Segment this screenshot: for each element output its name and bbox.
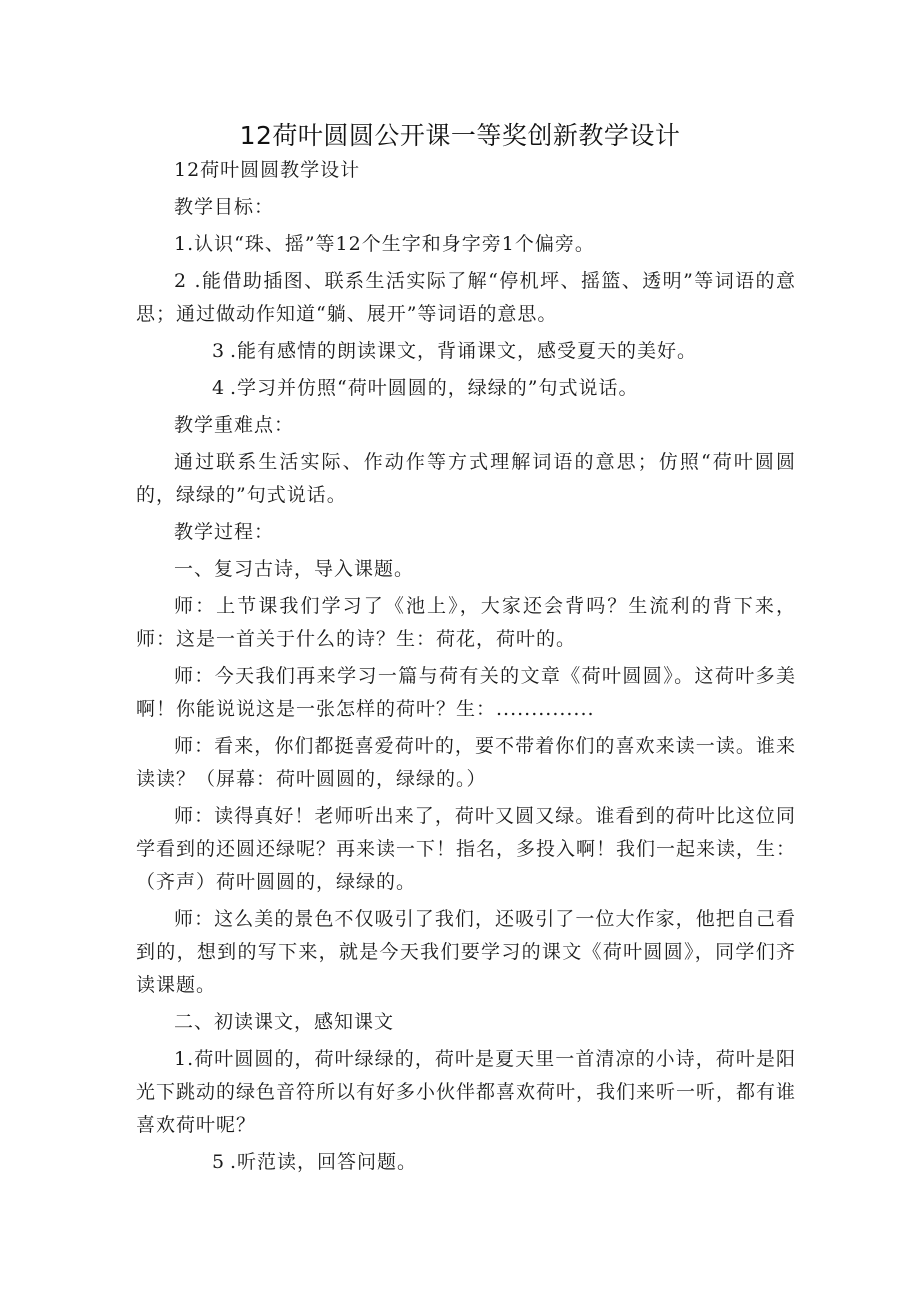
process-step-1-heading: 一、复习古诗，导入课题。 bbox=[174, 558, 415, 580]
key-points-paragraph: 通过联系生活实际、作动作等方式理解词语的意思；仿照“荷叶圆圆的，绿绿的”句式说话。 bbox=[136, 451, 796, 506]
section-heading-goals: 教学目标： bbox=[174, 196, 275, 218]
document-title: 12荷叶圆圆公开课一等奖创新教学设计 bbox=[239, 121, 681, 150]
goal-item-4-text: .学习并仿照“荷叶圆圆的，绿绿的”句式说话。 bbox=[230, 377, 639, 399]
step-2-item-5-text: .听范读，回答问题。 bbox=[230, 1151, 418, 1173]
dialogue-paragraph-1: 师：上节课我们学习了《池上》，大家还会背吗？生流利的背下来，师：这是一首关于什么的诗？生：荷花，荷叶的。 bbox=[136, 595, 796, 650]
step-2-item-1: 1.荷叶圆圆的，荷叶绿绿的，荷叶是夏天里一首清凉的小诗，荷叶是阳光下跳动的绿色音符所以有好多小伙伴都喜欢荷叶，我们来听一听，都有谁喜欢荷叶呢？ bbox=[136, 1048, 797, 1136]
document-body bbox=[136, 154, 796, 1179]
dialogue-paragraph-4: 师：读得真好！老师听出来了，荷叶又圆又绿。谁看到的荷叶比这位同学看到的还圆还绿呢？再来读一下！指名，多投入啊！我们一起来读，生：（齐声）荷叶圆圆的，绿绿的。 bbox=[136, 805, 797, 893]
goal-item-3-text: .能有感情的朗读课文，背诵课文，感受夏天的美好。 bbox=[230, 340, 698, 362]
goal-item-4 bbox=[136, 372, 796, 405]
section-heading-process: 教学过程： bbox=[174, 521, 275, 543]
goal-item-3 bbox=[136, 335, 796, 368]
step-2-item-5-number: 5 bbox=[212, 1151, 226, 1173]
goal-item-2: 2 .能借助插图、联系生活实际了解“停机坪、摇篮、透明”等词语的意思；通过做动作知道“躺、展开”等词语的意思。 bbox=[136, 270, 796, 325]
goal-item-1: 1.认识“珠、摇”等12个生字和身字旁1个偏旁。 bbox=[174, 233, 595, 255]
dialogue-paragraph-2: 师：今天我们再来学习一篇与荷有关的文章《荷叶圆圆》。这荷叶多美啊！你能说说这是一张怎样的荷叶？生：.............. bbox=[136, 665, 796, 720]
section-heading-key-points: 教学重难点： bbox=[174, 414, 295, 436]
process-step-2-heading: 二、初读课文，感知课文 bbox=[174, 1011, 395, 1033]
goal-item-3-number: 3 bbox=[212, 340, 226, 362]
dialogue-paragraph-5: 师：这么美的景色不仅吸引了我们，还吸引了一位大作家，他把自己看到的，想到的写下来，就是今天我们要学习的课文《荷叶圆圆》，同学们齐读课题。 bbox=[136, 908, 796, 996]
dialogue-paragraph-3: 师：看来，你们都挺喜爱荷叶的，要不带着你们的喜欢来读一读。谁来读读？（屏幕：荷叶圆圆的，绿绿的。） bbox=[136, 735, 796, 790]
subtitle-paragraph: 12荷叶圆圆教学设计 bbox=[174, 159, 361, 181]
goal-item-4-number: 4 bbox=[212, 377, 226, 399]
step-2-item-5 bbox=[136, 1146, 796, 1179]
